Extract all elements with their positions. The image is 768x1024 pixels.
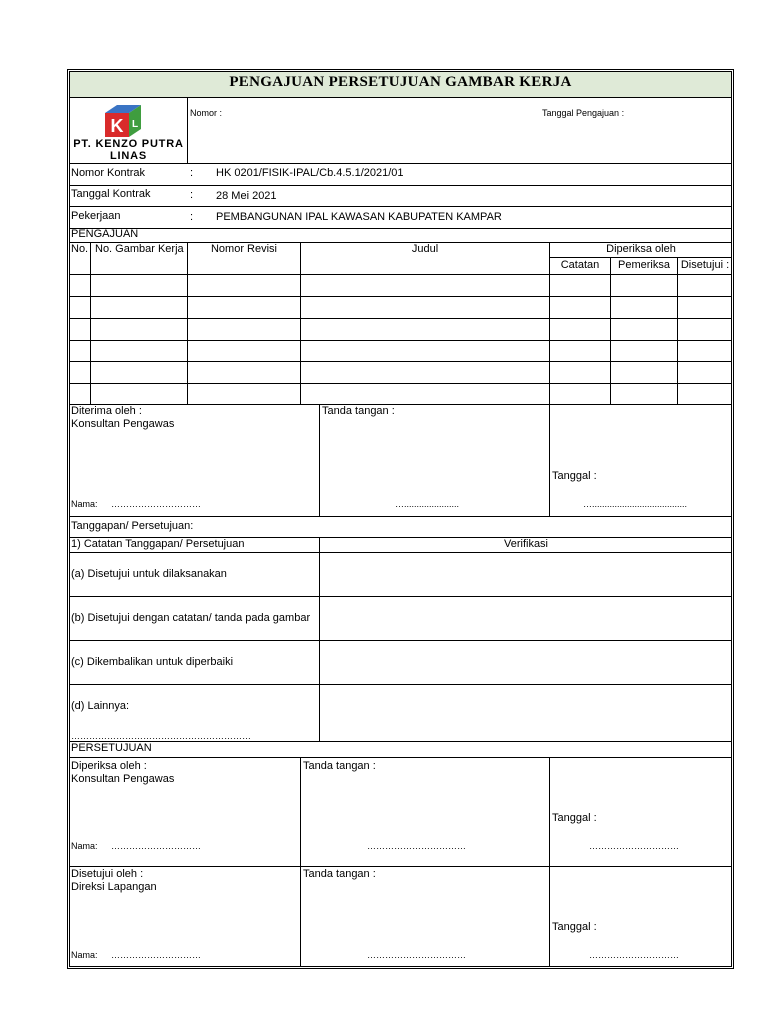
diterima-nama-dots: …………………………: [111, 499, 201, 509]
divider: [549, 757, 550, 967]
table-col-line: [549, 242, 550, 404]
divider: [69, 552, 732, 553]
divider: [69, 741, 732, 742]
divider: [69, 516, 732, 517]
company-name-line2: LINAS: [110, 150, 147, 162]
diperiksa-tanggal-dots: …………………………: [589, 841, 679, 851]
table-col-line: [300, 242, 301, 404]
option-c: (c) Dikembalikan untuk diperbaiki: [71, 656, 234, 668]
divider: [187, 97, 188, 163]
nomor-kontrak-value: HK 0201/FISIK-IPAL/Cb.4.5.1/2021/01: [216, 167, 404, 179]
company-name-line1: PT. KENZO PUTRA: [73, 138, 184, 150]
col-no: No.: [71, 243, 89, 255]
col-no-gambar: No. Gambar Kerja: [95, 243, 184, 255]
divider: [69, 404, 732, 405]
table-col-line: [187, 242, 188, 404]
disetujui-tanggal: Tanggal :: [552, 921, 597, 933]
diterima-tanggal: Tanggal :: [552, 470, 597, 482]
divider: [69, 684, 732, 685]
table-col-line: [677, 257, 678, 404]
pekerjaan-label: Pekerjaan: [71, 210, 121, 222]
divider: [550, 257, 732, 258]
diterima-tanda-tangan: Tanda tangan :: [322, 405, 395, 417]
col-nomor-revisi: Nomor Revisi: [210, 243, 277, 255]
divider: [69, 185, 732, 186]
verifikasi-header: Verifikasi: [503, 538, 549, 550]
colon: :: [190, 189, 194, 201]
diterima-tanggal-dots: …......................................: [583, 499, 688, 509]
form-title: PENGAJUAN PERSETUJUAN GAMBAR KERJA: [229, 74, 572, 90]
catatan-tanggapan-header: 1) Catatan Tanggapan/ Persetujuan: [71, 538, 245, 550]
divider: [69, 640, 732, 641]
divider: [69, 163, 732, 164]
nomor-label: Nomor :: [190, 108, 223, 118]
table-row-line: [69, 383, 732, 384]
diperiksa-nama-dots: …………………………: [111, 841, 201, 851]
disetujui-ttd-dots: ……………………………: [367, 950, 466, 960]
tanggal-kontrak-value: 28 Mei 2021: [216, 190, 277, 202]
disetujui-label: Disetujui oleh :: [71, 868, 144, 880]
col-pemeriksa: Pemeriksa: [618, 259, 670, 271]
diterima-ttd-dots: …......................: [395, 499, 460, 509]
diterima-by: Konsultan Pengawas: [71, 418, 175, 430]
tanggapan-section-label: Tanggapan/ Persetujuan:: [71, 520, 194, 532]
option-a: (a) Disetujui untuk dilaksanakan: [71, 568, 227, 580]
diperiksa-tanda-tangan: Tanda tangan :: [303, 760, 376, 772]
option-b: (b) Disetujui dengan catatan/ tanda pada gambar: [71, 612, 311, 624]
diperiksa-ttd-dots: ……………………………: [367, 841, 466, 851]
divider: [69, 596, 732, 597]
divider: [69, 757, 732, 758]
disetujui-nama-dots: …………………………: [111, 950, 201, 960]
disetujui-tanggal-dots: …………………………: [589, 950, 679, 960]
diperiksa-tanggal: Tanggal :: [552, 812, 597, 824]
table-col-line: [90, 242, 91, 404]
col-diperiksa-oleh: Diperiksa oleh: [606, 243, 676, 255]
col-judul: Judul: [411, 243, 439, 255]
pengajuan-section-label: PENGAJUAN: [71, 228, 139, 240]
table-row-line: [69, 296, 732, 297]
table-row-line: [69, 318, 732, 319]
divider: [300, 757, 301, 967]
disetujui-by: Direksi Lapangan: [71, 881, 157, 893]
company-logo: [101, 101, 149, 141]
disetujui-tanda-tangan: Tanda tangan :: [303, 868, 376, 880]
divider: [69, 866, 732, 867]
colon: :: [190, 211, 194, 223]
col-disetujui: Disetujui :: [680, 259, 730, 271]
divider: [69, 228, 732, 229]
pekerjaan-value: PEMBANGUNAN IPAL KAWASAN KABUPATEN KAMPAR: [216, 211, 502, 223]
divider: [319, 537, 320, 741]
svg-text:K: K: [110, 116, 124, 136]
divider: [549, 404, 550, 516]
divider: [69, 97, 732, 98]
col-catatan: Catatan: [560, 259, 600, 271]
table-col-line: [610, 257, 611, 404]
diperiksa-label: Diperiksa oleh :: [71, 760, 147, 772]
colon: :: [190, 167, 194, 179]
disetujui-nama-label: Nama:: [71, 950, 98, 960]
divider: [69, 206, 732, 207]
diperiksa-by: Konsultan Pengawas: [71, 773, 175, 785]
tanggal-pengajuan-label: Tanggal Pengajuan :: [542, 108, 625, 118]
divider: [319, 404, 320, 516]
diperiksa-nama-label: Nama:: [71, 841, 98, 851]
diterima-nama-label: Nama:: [71, 499, 98, 509]
lainnya-dots: ……………………………………………………: [71, 731, 251, 741]
divider: [69, 274, 732, 275]
tanggal-kontrak-label: Tanggal Kontrak: [71, 188, 151, 200]
diterima-label: Diterima oleh :: [71, 405, 142, 417]
option-d: (d) Lainnya:: [71, 700, 130, 712]
persetujuan-section-label: PERSETUJUAN: [71, 742, 152, 754]
table-row-line: [69, 340, 732, 341]
table-row-line: [69, 361, 732, 362]
nomor-kontrak-label: Nomor Kontrak: [71, 167, 145, 179]
svg-text:L: L: [131, 119, 139, 130]
